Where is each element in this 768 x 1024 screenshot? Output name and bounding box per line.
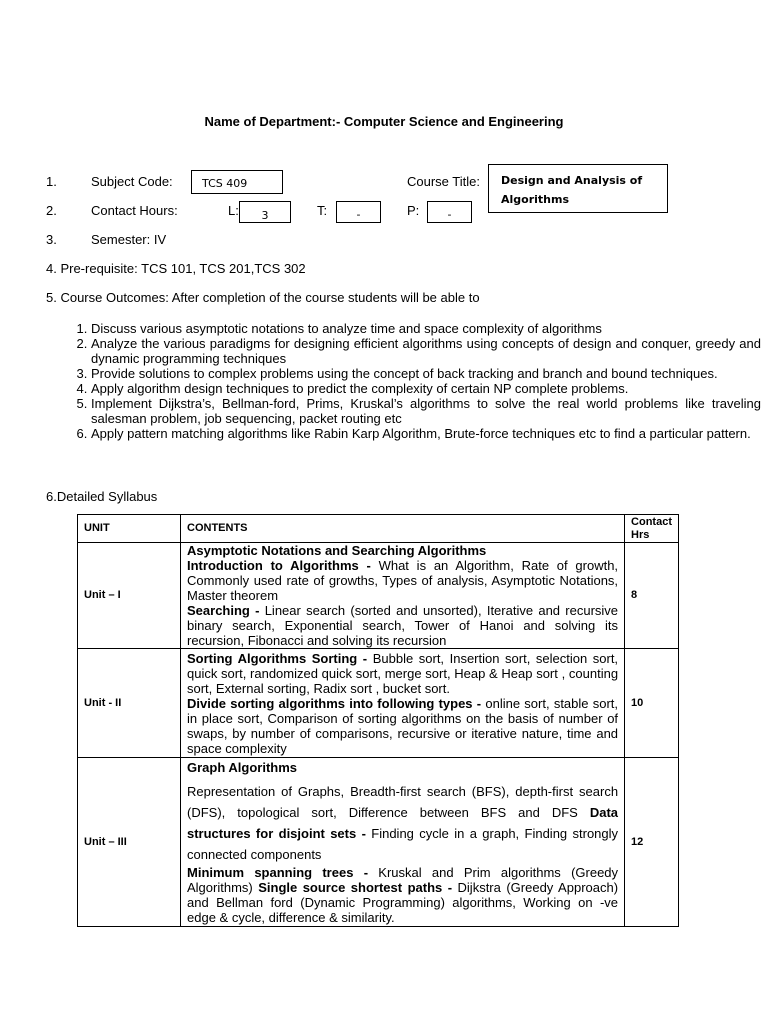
table-row [78, 543, 679, 649]
course-title-value: Design and Analysis of Algorithms [488, 164, 668, 213]
section-text: Kruskal and Prim algorithms (Greedy Algorithms) [187, 864, 619, 895]
list-item: 4. Apply algorithm design techniques to predict the complexity of certain NP complete problems. [91, 381, 761, 396]
section-text: Dijkstra (Greedy Approach) and Bellman ford (Dynamic Programming) algorithms, Working on -ve edge & cycle, difference & similarity. [187, 879, 619, 925]
column-header-contents: CONTENTS [181, 515, 625, 543]
practical-value: - [427, 201, 472, 223]
section-text: Representation of Graphs, Breadth-first search (BFS), depth-first search (DFS), topological sort, Difference between BFS and DFS [187, 783, 619, 820]
syllabus-heading: 6.Detailed Syllabus [46, 489, 158, 504]
unit-title: Asymptotic Notations and Searching Algorithms [187, 543, 487, 558]
item-number: 2. [46, 203, 57, 218]
section-text: What is an Algorithm, Rate of growth, Commonly used rate of growths, Types of analysis, Asymptotic Notations, Master theorem [187, 558, 619, 603]
course-outcomes-list [54, 321, 761, 441]
semester: Semester: IV [91, 232, 167, 247]
unit-label: Unit - II [78, 649, 181, 758]
unit-label: Unit – I [78, 543, 181, 649]
contact-hours-label: Contact Hours: [91, 203, 178, 218]
unit-hours: 10 [625, 649, 679, 758]
section-heading: Sorting Algorithms Sorting - [187, 650, 373, 666]
tutorial-label: T: [317, 203, 328, 218]
section-heading: Minimum spanning trees - [187, 864, 379, 880]
section-heading: Divide sorting algorithms into following types - [187, 695, 486, 711]
page-title: Name of Department:- Computer Science and Engineering [204, 114, 564, 129]
list-item: 5. Implement Dijkstra’s, Bellman-ford, Prims, Kruskal’s algorithms to solve the real world problems like traveling salesman problem, job sequencing, packet routing etc [91, 396, 761, 426]
item-number: 3. [46, 232, 57, 247]
list-item: 2. Analyze the various paradigms for designing efficient algorithms using concepts of design and conquer, greedy and dynamic programming techniques [91, 336, 761, 366]
list-item: 6. Apply pattern matching algorithms like Rabin Karp Algorithm, Brute-force techniques etc to find a particular pattern. [91, 426, 761, 441]
column-header-hrs: Contact Hrs [625, 515, 679, 543]
subject-code-label: Subject Code: [91, 174, 173, 189]
column-header-unit: UNIT [78, 515, 181, 543]
course-title-label: Course Title: [407, 174, 480, 189]
lecture-label: L: [228, 203, 239, 218]
section-heading: Introduction to Algorithms - [187, 558, 379, 573]
syllabus-table [77, 514, 679, 927]
section-text: online sort, stable sort, in place sort, Comparison of sorting algorithms on the basis of number of swaps, by number of comparisons, recursive or iterative nature, time and space complexity [187, 695, 619, 756]
unit-label: Unit – III [78, 758, 181, 927]
item-number: 1. [46, 174, 57, 189]
unit-hours: 8 [625, 543, 679, 649]
list-item: 1. Discuss various asymptotic notations to analyze time and space complexity of algorithms [91, 321, 761, 336]
unit-title: Graph Algorithms [187, 759, 298, 775]
section-heading: Searching - [187, 603, 265, 618]
unit-contents [181, 758, 625, 927]
table-row [78, 649, 679, 758]
practical-label: P: [407, 203, 420, 218]
unit-contents [181, 543, 625, 649]
unit-hours: 12 [625, 758, 679, 927]
table-row [78, 758, 679, 927]
prerequisite: 4. Pre-requisite: TCS 101, TCS 201,TCS 302 [46, 261, 306, 276]
outcomes-intro: 5. Course Outcomes: After completion of the course students will be able to [46, 290, 480, 305]
section-heading: Data structures for disjoint sets - [187, 804, 619, 841]
table-header-row [78, 515, 679, 543]
tutorial-value: - [336, 201, 381, 223]
list-item: 3. Provide solutions to complex problems using the concept of back tracking and branch and bound techniques. [91, 366, 761, 381]
section-text: Linear search (sorted and unsorted), Iterative and recursive binary search, Exponential search, Tower of Hanoi and solving its recursion, Fibonacci and solving its recursion [187, 603, 619, 648]
section-heading: Single source shortest paths - [258, 879, 458, 895]
subject-code-value: TCS 409 [191, 170, 283, 194]
lecture-value: 3 [239, 201, 291, 223]
section-text: Bubble sort, Insertion sort, selection sort, quick sort, randomized quick sort, merge sort, Heap & Heap sort , counting sort, External sorting, Radix sort , bucket sort. [187, 650, 619, 696]
unit-contents [181, 649, 625, 758]
section-text: Finding cycle in a graph, Finding strongly connected components [187, 825, 619, 862]
